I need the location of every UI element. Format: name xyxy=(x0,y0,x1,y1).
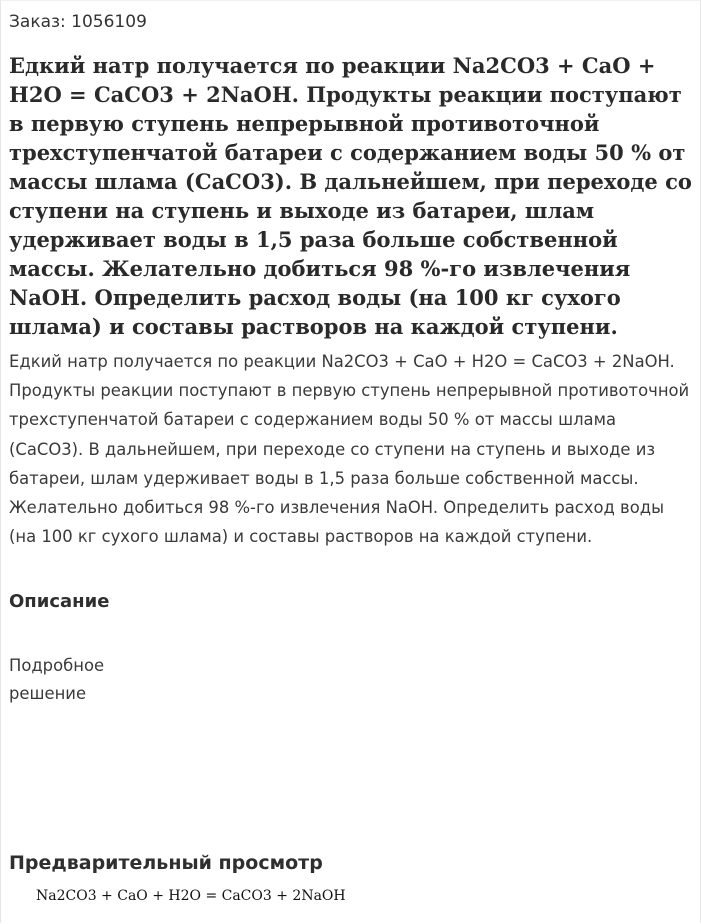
preview-equation: Na2CO3 + CaO + H2O = CaCO3 + 2NaOH xyxy=(36,888,346,904)
preview-heading: Предварительный просмотр xyxy=(9,852,323,874)
order-number: Заказ: 1056109 xyxy=(9,12,147,32)
preview-document[interactable] xyxy=(9,880,694,924)
description-heading: Описание xyxy=(9,591,110,612)
description-text: Подробное решение xyxy=(9,656,105,703)
task-title: Едкий натр получается по реакции Na2CO3 + CaO + H2O = CaCO3 + 2NaOH. Продукты реакции поступают в первую ступень непрерывной противоточной трехступенчатой батареи с содержанием воды 50 % от массы шлама (CaCO3). В дальнейшем, при переходе со ступени на ступень и выходе из батареи, шлам удерживает воды в 1,5 раза больше собственной массы. Желательно добиться 98 %-го извлечения NaOH. Определить расход воды (на 100 кг сухого шлама) и составы растворов на каждой ступени. xyxy=(9,53,692,339)
task-description: Едкий натр получается по реакции Na2CO3 + CaO + H2O = CaCO3 + 2NaOH. Продукты реакции поступают в первую ступень непрерывной противоточной трехступенчатой батареи с содержанием воды 50 % от массы шлама (CaCO3). В дальнейшем, при переходе со ступени на ступень и выходе из батареи, шлам удерживает воды в 1,5 раза больше собственной массы. Желательно добиться 98 %-го извлечения NaOH. Определить расход воды (на 100 кг сухого шлама) и составы растворов на каждой ступени. xyxy=(9,352,690,547)
